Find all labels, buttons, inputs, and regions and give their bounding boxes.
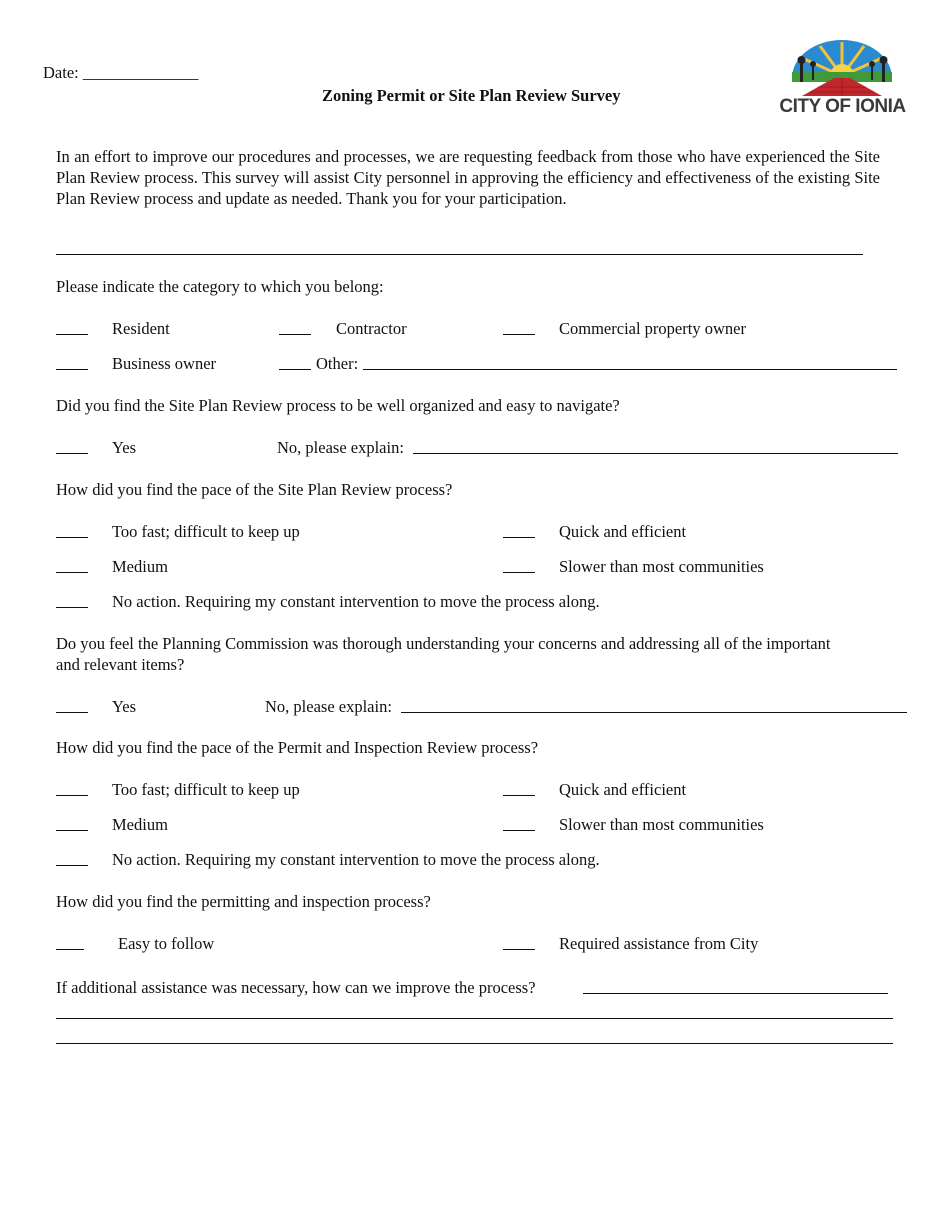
city-logo <box>770 38 915 120</box>
checkbox-contractor[interactable] <box>279 334 311 335</box>
improve-answer-line-1[interactable] <box>583 993 888 994</box>
option-slower-label: Slower than most communities <box>559 557 764 576</box>
organized-explain-field[interactable] <box>413 453 898 454</box>
checkbox-site-plan-slower[interactable] <box>503 572 535 573</box>
checkbox-permit-quick[interactable] <box>503 795 535 796</box>
question-site-plan-pace: How did you find the pace of the Site Plan Review process? <box>56 480 453 499</box>
commission-explain-field[interactable] <box>401 712 907 713</box>
checkbox-site-plan-medium[interactable] <box>56 572 88 573</box>
checkbox-commercial-owner[interactable] <box>503 334 535 335</box>
checkbox-required-assistance[interactable] <box>503 949 535 950</box>
option-organized-yes-label: Yes <box>112 438 137 457</box>
option-quick-label: Quick and efficient <box>559 522 687 541</box>
question-planning-commission-line2: and relevant items? <box>56 655 185 674</box>
question-planning-commission-line1: Do you feel the Planning Commission was thorough understanding your concerns and addressing all of the important <box>56 634 831 653</box>
checkbox-site-plan-too-fast[interactable] <box>56 537 88 538</box>
option-permit-too-fast-label: Too fast; difficult to keep up <box>112 780 300 799</box>
question-permitting-inspection: How did you find the permitting and inspection process? <box>56 892 431 911</box>
checkbox-permit-no-action[interactable] <box>56 865 88 866</box>
question-category: Please indicate the category to which you belong: <box>56 277 384 296</box>
date-label: Date: ______________ <box>43 63 199 82</box>
improve-answer-line-3[interactable] <box>56 1043 893 1044</box>
option-resident-label: Resident <box>112 319 170 338</box>
page-title: Zoning Permit or Site Plan Review Survey <box>322 86 621 105</box>
option-business-owner-label: Business owner <box>112 354 217 373</box>
option-commission-no-label: No, please explain: <box>265 697 392 716</box>
intro-paragraph: In an effort to improve our procedures and processes, we are requesting feedback from those who have experienced the Site Plan Review process. This survey will assist City personnel in approving the efficiency and effectiveness of the existing Site Plan Review process and update as needed. Thank you for your participation. <box>56 147 880 208</box>
option-no-action-label: No action. Requiring my constant intervention to move the process along. <box>112 592 600 611</box>
checkbox-permit-slower[interactable] <box>503 830 535 831</box>
checkbox-organized-yes[interactable] <box>56 453 88 454</box>
option-other-label: Other: <box>316 354 359 373</box>
divider <box>56 254 863 255</box>
checkbox-site-plan-no-action[interactable] <box>56 607 88 608</box>
checkbox-permit-too-fast[interactable] <box>56 795 88 796</box>
option-organized-no-label: No, please explain: <box>277 438 404 457</box>
option-easy-to-follow-label: Easy to follow <box>118 934 215 953</box>
checkbox-site-plan-quick[interactable] <box>503 537 535 538</box>
checkbox-resident[interactable] <box>56 334 88 335</box>
option-commission-yes-label: Yes <box>112 697 137 716</box>
option-permit-quick-label: Quick and efficient <box>559 780 687 799</box>
question-organized: Did you find the Site Plan Review process to be well organized and easy to navigate? <box>56 396 620 415</box>
other-text-field[interactable] <box>363 369 897 370</box>
checkbox-permit-medium[interactable] <box>56 830 88 831</box>
option-commercial-owner-label: Commercial property owner <box>559 319 746 338</box>
option-permit-slower-label: Slower than most communities <box>559 815 764 834</box>
option-required-assistance-label: Required assistance from City <box>559 934 759 953</box>
improve-answer-line-2[interactable] <box>56 1018 893 1019</box>
city-logo-graphic <box>770 38 915 98</box>
checkbox-commission-yes[interactable] <box>56 712 88 713</box>
option-permit-no-action-label: No action. Requiring my constant intervention to move the process along. <box>112 850 600 869</box>
question-permit-pace: How did you find the pace of the Permit and Inspection Review process? <box>56 738 539 757</box>
option-medium-label: Medium <box>112 557 168 576</box>
option-too-fast-label: Too fast; difficult to keep up <box>112 522 300 541</box>
checkbox-easy-to-follow[interactable] <box>56 949 84 950</box>
option-permit-medium-label: Medium <box>112 815 168 834</box>
question-improve-process: If additional assistance was necessary, how can we improve the process? <box>56 978 536 997</box>
checkbox-business-owner[interactable] <box>56 369 88 370</box>
logo-text: CITY OF IONIA <box>779 96 906 117</box>
option-contractor-label: Contractor <box>336 319 407 338</box>
checkbox-other[interactable] <box>279 369 311 370</box>
